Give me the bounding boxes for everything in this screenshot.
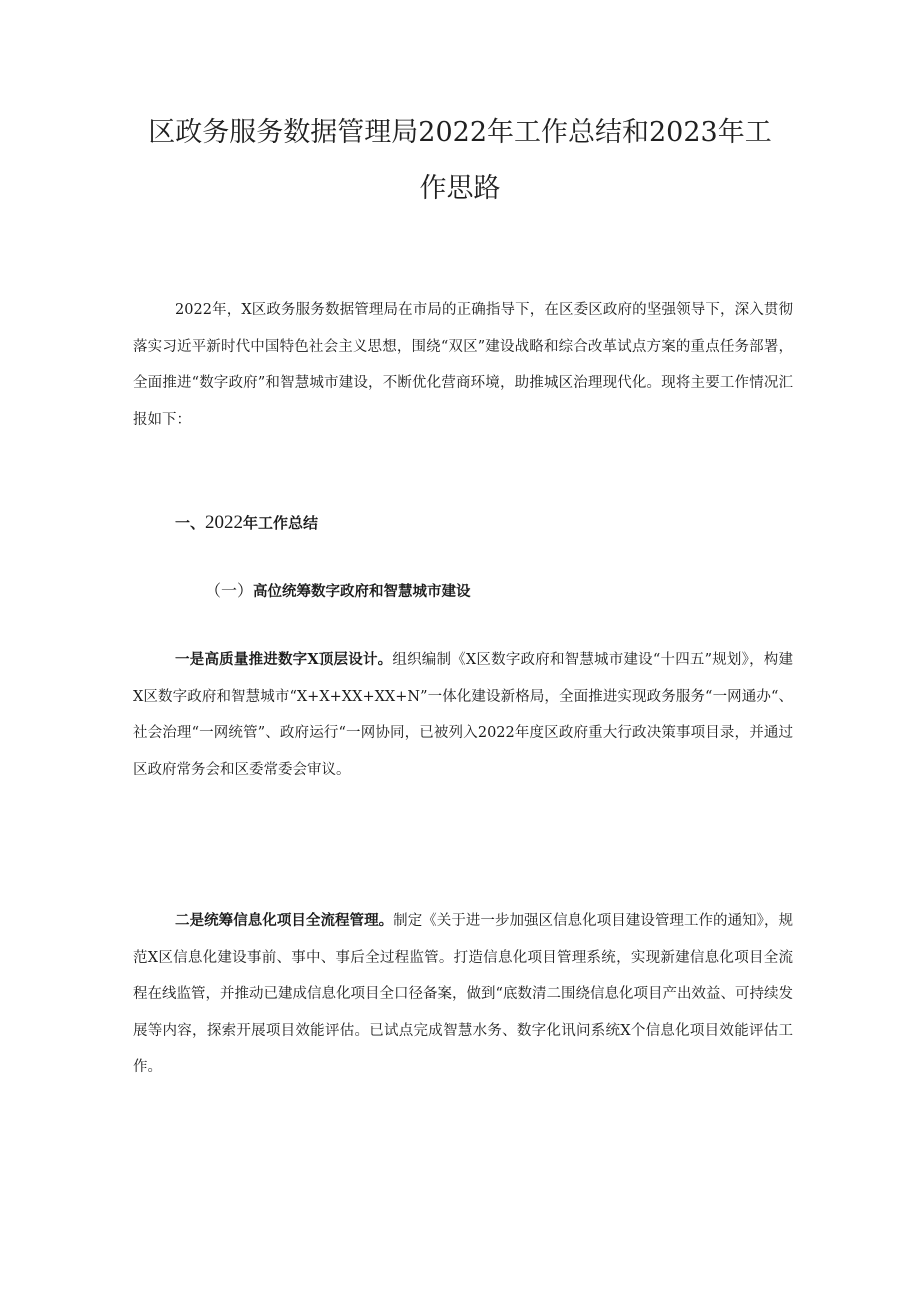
title-line-2: 作思路 bbox=[419, 173, 501, 204]
item-1-lead: 一是高质量推进数字X顶层设计。 bbox=[175, 651, 393, 668]
subsection-paren: （一） bbox=[205, 581, 254, 600]
intro-paragraph: 2022年，X区政务服务数据管理局在市局的正确指导下，在区委区政府的坚强领导下，深入贯彻落实习近平新时代中国特色社会主义思想，围绕“双区”建设战略和综合改革试点方案的重点任务部署，全面推进“数字政府”和智慧城市建设，不断优化营商环境，助推城区治理现代化。现将主要工作情况汇报如下： bbox=[133, 302, 793, 428]
section-prefix: 一、 bbox=[175, 514, 206, 532]
item-2-paragraph bbox=[133, 903, 793, 1086]
title-line-1: 区政务服务数据管理局2022年工作总结和2023年工 bbox=[148, 117, 772, 148]
section-year: 2022 bbox=[205, 512, 244, 533]
item-1-paragraph bbox=[133, 642, 793, 788]
document-title bbox=[100, 105, 820, 217]
item-2-lead: 二是统筹信息化项目全流程管理。 bbox=[175, 912, 394, 929]
section-heading bbox=[175, 512, 318, 534]
section-text: 年工作总结 bbox=[243, 514, 319, 532]
item-2-body: 制定《关于进一步加强区信息化项目建设管理工作的通知》，规范X区信息化建设事前、事中、事后全过程监管。打造信息化项目管理系统，实现新建信息化项目全流程在线监管，并推动已建成信息化项目全口径备案，做到“底数清二围绕信息化项目产出效益、可持续发展等内容，探索开展项目效能评估。已试点完成智慧水务、数字化讯问系统X个信息化项目效能评估工作。 bbox=[133, 913, 793, 1075]
subsection-heading bbox=[205, 578, 471, 601]
item-1-body: 组织编制《X区数字政府和智慧城市建设“十四五”规划》，构建X区数字政府和智慧城市“X+X+XX+XX+N”一体化建设新格局，全面推进实现政务服务“一网通办“、社会治理“一网统管”、政府运行“一网协同，已被列入2022年度区政府重大行政决策事项目录，并通过区政府常务会和区委常委会审议。 bbox=[133, 652, 793, 778]
subsection-text: 高位统筹数字政府和智慧城市建设 bbox=[253, 583, 471, 600]
